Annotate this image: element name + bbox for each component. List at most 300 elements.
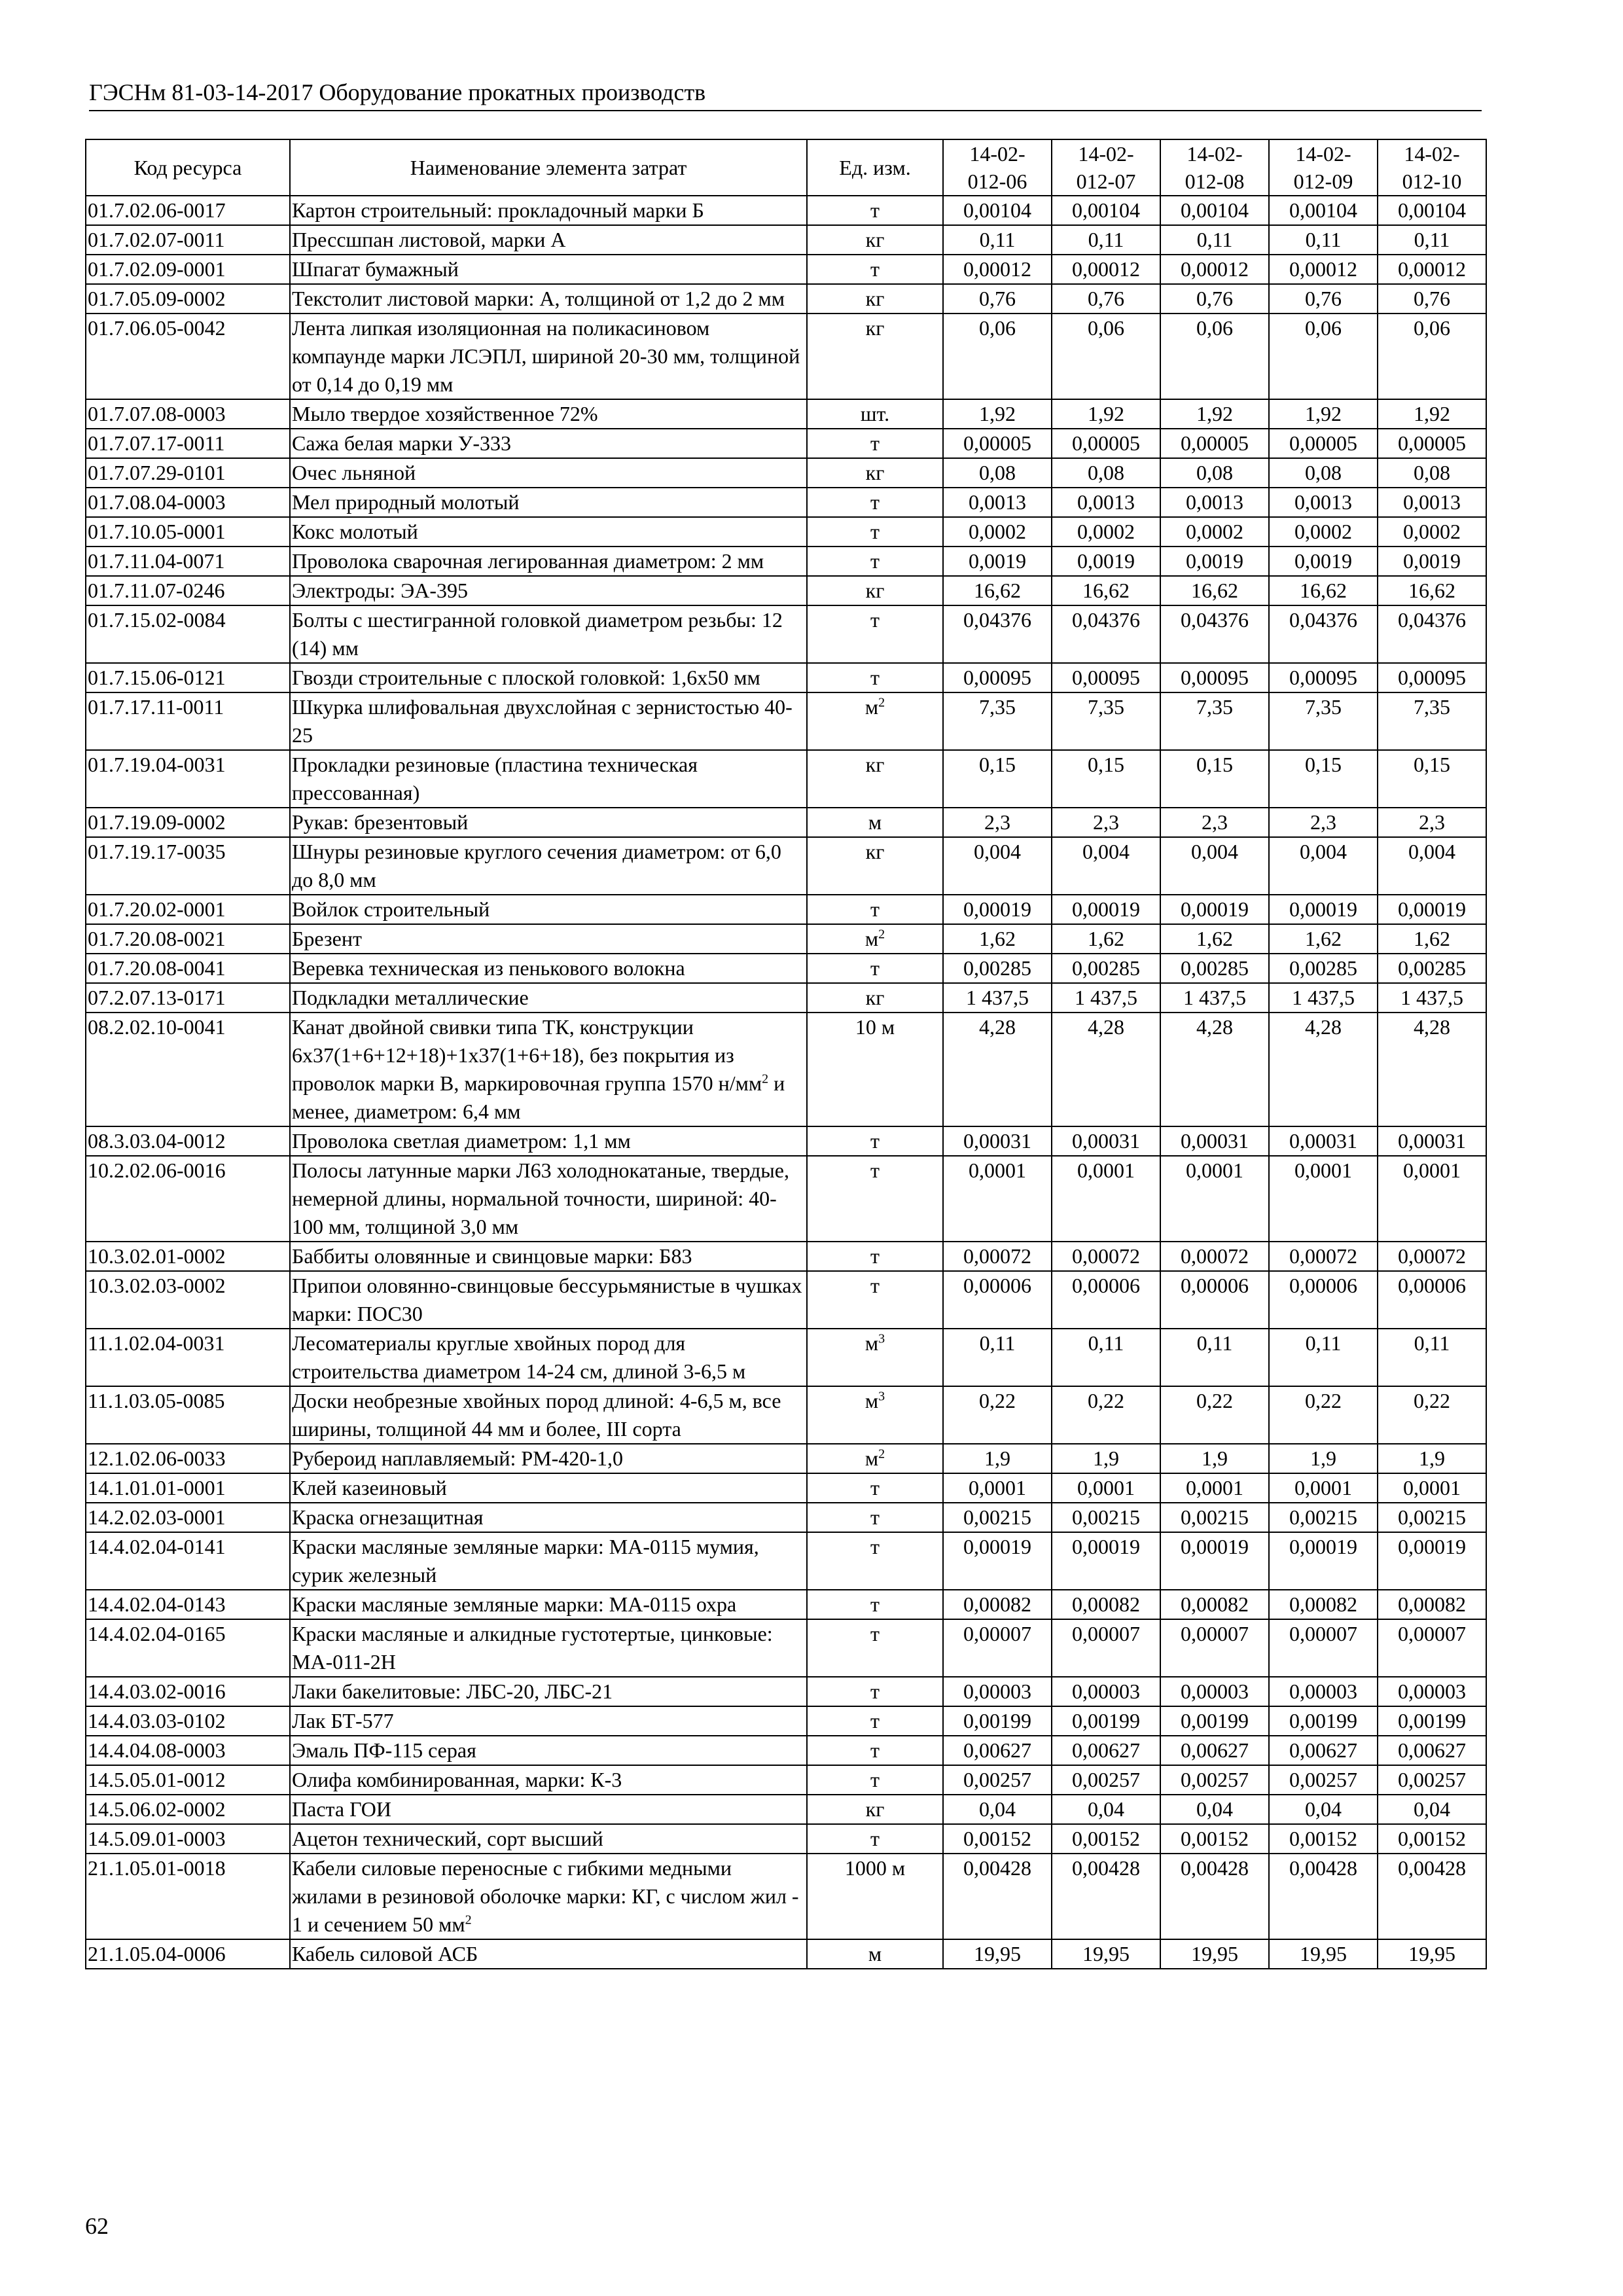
resource-name xyxy=(290,895,807,924)
norm-value: 0,00019 xyxy=(1378,1532,1486,1590)
resource-name xyxy=(290,1939,807,1969)
norm-value: 0,00285 xyxy=(1160,954,1269,983)
resource-code: 01.7.20.02-0001 xyxy=(86,895,290,924)
resource-unit xyxy=(807,547,943,576)
resource-code: 12.1.02.06-0033 xyxy=(86,1444,290,1473)
norm-value: 1,62 xyxy=(1269,924,1378,954)
norm-value: 0,15 xyxy=(1052,750,1160,808)
norm-value: 0,00152 xyxy=(943,1824,1052,1854)
norm-value: 7,35 xyxy=(943,692,1052,750)
norm-value: 0,00012 xyxy=(943,255,1052,284)
table-row xyxy=(86,692,1486,750)
resource-unit xyxy=(807,1532,943,1590)
norm-value: 0,04376 xyxy=(1160,605,1269,663)
norm-value: 0,00003 xyxy=(1052,1677,1160,1706)
resource-unit-text: т xyxy=(870,1622,880,1645)
norm-value: 0,00257 xyxy=(1052,1765,1160,1795)
resource-unit-text: кг xyxy=(865,840,885,863)
resource-code: 14.5.06.02-0002 xyxy=(86,1795,290,1824)
resource-name-text: Мыло твердое хозяйственное 72% xyxy=(292,402,598,425)
norm-value: 19,95 xyxy=(1052,1939,1160,1969)
norm-value: 0,00012 xyxy=(1378,255,1486,284)
resource-unit-text: т xyxy=(870,1827,880,1850)
resource-unit-text: кг xyxy=(865,228,885,251)
resource-code: 11.1.02.04-0031 xyxy=(86,1329,290,1386)
resource-unit xyxy=(807,692,943,750)
resource-unit xyxy=(807,1386,943,1444)
table-row xyxy=(86,1706,1486,1736)
table-row xyxy=(86,1242,1486,1271)
resource-name xyxy=(290,399,807,429)
resource-name xyxy=(290,429,807,458)
resource-unit xyxy=(807,576,943,605)
norm-value: 0,00007 xyxy=(943,1619,1052,1677)
resource-code: 01.7.06.05-0042 xyxy=(86,314,290,399)
norm-value: 0,00005 xyxy=(1378,429,1486,458)
resource-name-text: Проволока светлая диаметром: 1,1 мм xyxy=(292,1129,631,1153)
norm-value: 16,62 xyxy=(1160,576,1269,605)
resource-unit xyxy=(807,605,943,663)
resource-name xyxy=(290,1736,807,1765)
norm-value: 0,76 xyxy=(1052,284,1160,314)
norm-value: 0,0002 xyxy=(1269,517,1378,547)
norm-value: 1 437,5 xyxy=(1269,983,1378,1013)
norm-value: 0,00152 xyxy=(1378,1824,1486,1854)
resource-name-text: Кокс молотый xyxy=(292,520,418,543)
resource-unit xyxy=(807,1619,943,1677)
resource-name-text: Краски масляные земляные марки: МА-0115 мумия, сурик железный xyxy=(292,1535,759,1587)
norm-value: 0,00012 xyxy=(1052,255,1160,284)
resource-name-text: Краска огнезащитная xyxy=(292,1505,484,1529)
table-row xyxy=(86,1156,1486,1242)
norm-value: 0,00627 xyxy=(1160,1736,1269,1765)
norm-value: 2,3 xyxy=(943,808,1052,837)
resource-name-superscript: 2 xyxy=(465,1912,472,1928)
resource-code: 14.4.03.03-0102 xyxy=(86,1706,290,1736)
norm-value: 0,0013 xyxy=(1160,488,1269,517)
norm-value: 0,00006 xyxy=(1378,1271,1486,1329)
resource-name-text: Клей казеиновый xyxy=(292,1476,447,1499)
norm-value: 0,0001 xyxy=(1269,1473,1378,1503)
norm-value: 0,00019 xyxy=(1269,895,1378,924)
norm-value: 0,00257 xyxy=(1160,1765,1269,1795)
resource-code: 14.4.02.04-0165 xyxy=(86,1619,290,1677)
resource-code: 01.7.07.08-0003 xyxy=(86,399,290,429)
resource-name-text: Мел природный молотый xyxy=(292,490,520,514)
table-row xyxy=(86,429,1486,458)
norm-value: 0,06 xyxy=(943,314,1052,399)
norm-value: 0,11 xyxy=(1269,1329,1378,1386)
resource-name-text: Веревка техническая из пенькового волокна xyxy=(292,956,685,980)
resource-name xyxy=(290,1444,807,1473)
norm-value: 0,00095 xyxy=(1052,663,1160,692)
norm-value: 0,00152 xyxy=(1160,1824,1269,1854)
resource-unit xyxy=(807,225,943,255)
norm-value: 1 437,5 xyxy=(1160,983,1269,1013)
norm-value: 0,00005 xyxy=(1052,429,1160,458)
resource-code: 01.7.19.09-0002 xyxy=(86,808,290,837)
page-header xyxy=(89,77,1482,111)
resource-unit-text: т xyxy=(870,1592,880,1616)
norm-value: 0,0001 xyxy=(1269,1156,1378,1242)
resource-unit-text: кг xyxy=(865,461,885,484)
resource-name xyxy=(290,1590,807,1619)
resource-code: 07.2.07.13-0171 xyxy=(86,983,290,1013)
norm-value: 0,00006 xyxy=(1160,1271,1269,1329)
resource-unit xyxy=(807,1590,943,1619)
resource-name xyxy=(290,954,807,983)
resource-unit-text: т xyxy=(870,1505,880,1529)
resource-unit-text: т xyxy=(870,520,880,543)
norm-value: 2,3 xyxy=(1052,808,1160,837)
table-row xyxy=(86,1677,1486,1706)
resource-code: 08.2.02.10-0041 xyxy=(86,1013,290,1126)
norm-value: 0,0001 xyxy=(1160,1473,1269,1503)
resource-name xyxy=(290,255,807,284)
resource-name xyxy=(290,1473,807,1503)
norm-value: 16,62 xyxy=(1052,576,1160,605)
norm-value: 0,00019 xyxy=(943,1532,1052,1590)
norm-value: 0,00012 xyxy=(1269,255,1378,284)
norm-value: 0,0001 xyxy=(1378,1473,1486,1503)
table-row xyxy=(86,837,1486,895)
norm-value: 0,00082 xyxy=(1052,1590,1160,1619)
resource-code: 01.7.02.07-0011 xyxy=(86,225,290,255)
resource-unit xyxy=(807,1271,943,1329)
resource-name xyxy=(290,458,807,488)
table-row xyxy=(86,196,1486,225)
norm-value: 0,00019 xyxy=(943,895,1052,924)
header-col-06: 14-02- 012-06 xyxy=(943,139,1052,196)
norm-value: 0,22 xyxy=(1052,1386,1160,1444)
norm-value: 1 437,5 xyxy=(1052,983,1160,1013)
norm-value: 0,00003 xyxy=(1378,1677,1486,1706)
resource-name-text: Сажа белая марки У-333 xyxy=(292,431,512,455)
table-row xyxy=(86,1854,1486,1939)
resource-unit xyxy=(807,1795,943,1824)
page-number: 62 xyxy=(85,2213,109,2239)
resource-name xyxy=(290,837,807,895)
resource-code: 11.1.03.05-0085 xyxy=(86,1386,290,1444)
resource-unit-text: кг xyxy=(865,1797,885,1821)
resource-name-text: Кабели силовые переносные с гибкими медными жилами в резиновой оболочке марки: КГ, с числом жил - 1 и сечением 50 мм xyxy=(292,1856,799,1936)
norm-value: 1,92 xyxy=(943,399,1052,429)
norm-value: 0,0002 xyxy=(943,517,1052,547)
table-row xyxy=(86,1939,1486,1969)
resource-name-text: Очес льняной xyxy=(292,461,416,484)
resource-name xyxy=(290,1126,807,1156)
resource-name-text: Подкладки металлические xyxy=(292,986,529,1009)
resource-name-text: Электроды: ЭА-395 xyxy=(292,579,469,602)
resource-unit xyxy=(807,458,943,488)
resource-unit xyxy=(807,314,943,399)
norm-value: 0,00285 xyxy=(1269,954,1378,983)
norm-value: 0,00003 xyxy=(1269,1677,1378,1706)
norm-value: 7,35 xyxy=(1378,692,1486,750)
resource-name-text: Полосы латунные марки Л63 холоднокатаные, твердые, немерной длины, нормальной точности, шириной: 40-100 мм, толщиной 3,0 мм xyxy=(292,1158,789,1238)
resource-name-text: Баббиты оловянные и свинцовые марки: Б83 xyxy=(292,1244,692,1268)
resource-name-text: Эмаль ПФ-115 серая xyxy=(292,1738,476,1762)
norm-value: 2,3 xyxy=(1378,808,1486,837)
norm-value: 0,00104 xyxy=(1269,196,1378,225)
norm-value: 0,08 xyxy=(1160,458,1269,488)
norm-value: 0,00031 xyxy=(1269,1126,1378,1156)
norm-value: 0,00082 xyxy=(943,1590,1052,1619)
resource-unit-text: м xyxy=(868,810,882,834)
norm-value: 1,92 xyxy=(1052,399,1160,429)
resource-unit xyxy=(807,1706,943,1736)
resource-unit-text: т xyxy=(870,1679,880,1703)
resource-name xyxy=(290,1765,807,1795)
norm-value: 0,00005 xyxy=(943,429,1052,458)
resource-unit-text: т xyxy=(870,897,880,921)
norm-value: 4,28 xyxy=(1269,1013,1378,1126)
norm-value: 0,00152 xyxy=(1269,1824,1378,1854)
table-row xyxy=(86,399,1486,429)
resource-unit-text: 1000 м xyxy=(844,1856,906,1880)
norm-value: 0,00007 xyxy=(1052,1619,1160,1677)
norm-value: 0,00104 xyxy=(1052,196,1160,225)
table-row xyxy=(86,284,1486,314)
table-row xyxy=(86,1126,1486,1156)
resource-unit xyxy=(807,750,943,808)
norm-value: 0,08 xyxy=(943,458,1052,488)
resource-name-text: Лесоматериалы круглые хвойных пород для строительства диаметром 14-24 см, длиной 3-6,5 м xyxy=(292,1331,746,1383)
norm-value: 0,00257 xyxy=(1269,1765,1378,1795)
norm-value: 0,00031 xyxy=(1160,1126,1269,1156)
table-row xyxy=(86,576,1486,605)
resource-unit xyxy=(807,1854,943,1939)
norm-value: 1,62 xyxy=(1160,924,1269,954)
resource-unit-text: т xyxy=(870,257,880,281)
resource-unit-text: кг xyxy=(865,316,885,340)
norm-value: 0,00072 xyxy=(1160,1242,1269,1271)
norm-value: 0,76 xyxy=(1269,284,1378,314)
table-row xyxy=(86,983,1486,1013)
resource-table xyxy=(85,139,1487,1969)
resource-unit xyxy=(807,837,943,895)
norm-value: 1,9 xyxy=(1378,1444,1486,1473)
table-row xyxy=(86,1824,1486,1854)
norm-value: 0,0002 xyxy=(1052,517,1160,547)
norm-value: 0,00007 xyxy=(1269,1619,1378,1677)
resource-name xyxy=(290,1242,807,1271)
resource-code: 01.7.02.06-0017 xyxy=(86,196,290,225)
resource-name-text: Картон строительный: прокладочный марки Б xyxy=(292,198,704,222)
norm-value: 0,76 xyxy=(1378,284,1486,314)
resource-code: 01.7.15.06-0121 xyxy=(86,663,290,692)
norm-value: 0,00003 xyxy=(1160,1677,1269,1706)
resource-name-text: Шнуры резиновые круглого сечения диаметром: от 6,0 до 8,0 мм xyxy=(292,840,781,891)
table-row xyxy=(86,750,1486,808)
norm-value: 1,9 xyxy=(1160,1444,1269,1473)
norm-value: 0,00285 xyxy=(943,954,1052,983)
table-row xyxy=(86,954,1486,983)
resource-code: 01.7.02.09-0001 xyxy=(86,255,290,284)
norm-value: 0,00072 xyxy=(943,1242,1052,1271)
norm-value: 0,00199 xyxy=(1160,1706,1269,1736)
resource-code: 14.1.01.01-0001 xyxy=(86,1473,290,1503)
norm-value: 0,04376 xyxy=(1269,605,1378,663)
resource-code: 14.4.04.08-0003 xyxy=(86,1736,290,1765)
resource-unit xyxy=(807,488,943,517)
norm-value: 0,0013 xyxy=(1378,488,1486,517)
resource-code: 01.7.07.17-0011 xyxy=(86,429,290,458)
norm-value: 0,00428 xyxy=(1269,1854,1378,1939)
norm-value: 19,95 xyxy=(1269,1939,1378,1969)
norm-value: 2,3 xyxy=(1160,808,1269,837)
resource-name xyxy=(290,284,807,314)
table-row xyxy=(86,1271,1486,1329)
resource-name-text: Олифа комбинированная, марки: К-3 xyxy=(292,1768,622,1791)
norm-value: 0,00104 xyxy=(943,196,1052,225)
resource-unit-text: т xyxy=(870,1768,880,1791)
resource-name-text: Проволока сварочная легированная диаметром: 2 мм xyxy=(292,549,764,573)
norm-value: 0,15 xyxy=(1378,750,1486,808)
norm-value: 0,08 xyxy=(1378,458,1486,488)
norm-value: 0,0001 xyxy=(943,1156,1052,1242)
norm-value: 0,00257 xyxy=(943,1765,1052,1795)
table-row xyxy=(86,517,1486,547)
norm-value: 1 437,5 xyxy=(1378,983,1486,1013)
norm-value: 0,11 xyxy=(1052,1329,1160,1386)
resource-unit-text: т xyxy=(870,608,880,632)
norm-value: 2,3 xyxy=(1269,808,1378,837)
norm-value: 0,004 xyxy=(1052,837,1160,895)
norm-value: 0,004 xyxy=(943,837,1052,895)
resource-name-superscript: 2 xyxy=(762,1071,769,1086)
table-row xyxy=(86,895,1486,924)
resource-unit-text: т xyxy=(870,666,880,689)
resource-unit xyxy=(807,284,943,314)
norm-value: 0,00428 xyxy=(943,1854,1052,1939)
norm-value: 0,00428 xyxy=(1160,1854,1269,1939)
norm-value: 0,04 xyxy=(1378,1795,1486,1824)
table-row xyxy=(86,1736,1486,1765)
resource-unit-text: т xyxy=(870,549,880,573)
resource-name xyxy=(290,1013,807,1126)
norm-value: 0,0001 xyxy=(1160,1156,1269,1242)
norm-value: 0,00031 xyxy=(1378,1126,1486,1156)
resource-unit xyxy=(807,1677,943,1706)
norm-value: 0,0019 xyxy=(1160,547,1269,576)
resource-unit xyxy=(807,1736,943,1765)
norm-value: 0,00199 xyxy=(1269,1706,1378,1736)
resource-unit xyxy=(807,1242,943,1271)
norm-value: 0,00627 xyxy=(1052,1736,1160,1765)
norm-value: 0,15 xyxy=(1160,750,1269,808)
resource-unit xyxy=(807,983,943,1013)
resource-unit xyxy=(807,1503,943,1532)
norm-value: 0,00215 xyxy=(1052,1503,1160,1532)
resource-unit-text: т xyxy=(870,1476,880,1499)
resource-unit xyxy=(807,924,943,954)
resource-unit xyxy=(807,895,943,924)
resource-name-text: Паста ГОИ xyxy=(292,1797,392,1821)
resource-unit-text: кг xyxy=(865,579,885,602)
resource-name-text: Войлок строительный xyxy=(292,897,490,921)
document-title: ГЭСНм 81-03-14-2017 Оборудование прокатных производств xyxy=(89,79,706,105)
resource-name xyxy=(290,1532,807,1590)
norm-value: 0,08 xyxy=(1269,458,1378,488)
norm-value: 0,00019 xyxy=(1052,1532,1160,1590)
norm-value: 0,22 xyxy=(943,1386,1052,1444)
norm-value: 1,62 xyxy=(1378,924,1486,954)
resource-name-text: Лаки бакелитовые: ЛБС-20, ЛБС-21 xyxy=(292,1679,613,1703)
norm-value: 0,0001 xyxy=(1378,1156,1486,1242)
table-row xyxy=(86,808,1486,837)
table-row xyxy=(86,255,1486,284)
resource-name-text: Прокладки резиновые (пластина техническая прессованная) xyxy=(292,753,698,804)
norm-value: 0,08 xyxy=(1052,458,1160,488)
resource-name-text: Лента липкая изоляционная на поликасиновом компаунде марки ЛСЭПЛ, шириной 20-30 мм, толщиной от 0,14 до 0,19 мм xyxy=(292,316,800,396)
norm-value: 0,11 xyxy=(943,225,1052,255)
resource-unit-text: т xyxy=(870,1274,880,1297)
resource-name xyxy=(290,1706,807,1736)
resource-name-text: Канат двойной свивки типа ТК, конструкции 6х37(1+6+12+18)+1х37(1+6+18), без покрытия из проволок марки В, маркировочная группа 1570 н/мм xyxy=(292,1015,762,1095)
header-name: Наименование элемента затрат xyxy=(290,139,807,196)
resource-unit-text: т xyxy=(870,1244,880,1268)
resource-name-text: Рубероид наплавляемый: РМ-420-1,0 xyxy=(292,1446,623,1470)
norm-value: 0,00428 xyxy=(1052,1854,1160,1939)
resource-name xyxy=(290,1386,807,1444)
norm-value: 0,04 xyxy=(1052,1795,1160,1824)
norm-value: 0,15 xyxy=(943,750,1052,808)
resource-name xyxy=(290,605,807,663)
norm-value: 0,0013 xyxy=(1269,488,1378,517)
norm-value: 0,76 xyxy=(1160,284,1269,314)
norm-value: 0,00215 xyxy=(1378,1503,1486,1532)
norm-value: 0,00215 xyxy=(1160,1503,1269,1532)
resource-code: 14.5.09.01-0003 xyxy=(86,1824,290,1854)
resource-unit-text: м xyxy=(865,1389,879,1412)
norm-value: 0,04376 xyxy=(943,605,1052,663)
norm-value: 0,00031 xyxy=(943,1126,1052,1156)
resource-unit-superscript: 2 xyxy=(878,695,885,710)
table-row xyxy=(86,1013,1486,1126)
resource-code: 14.5.05.01-0012 xyxy=(86,1765,290,1795)
resource-name xyxy=(290,1156,807,1242)
norm-value: 0,00215 xyxy=(1269,1503,1378,1532)
norm-value: 0,00072 xyxy=(1269,1242,1378,1271)
resource-name xyxy=(290,196,807,225)
norm-value: 0,0013 xyxy=(943,488,1052,517)
resource-code: 01.7.08.04-0003 xyxy=(86,488,290,517)
resource-name-text: Брезент xyxy=(292,927,362,950)
resource-code: 14.4.02.04-0143 xyxy=(86,1590,290,1619)
resource-unit-superscript: 3 xyxy=(878,1331,885,1346)
norm-value: 0,00095 xyxy=(943,663,1052,692)
norm-value: 0,0019 xyxy=(1269,547,1378,576)
norm-value: 0,00006 xyxy=(1052,1271,1160,1329)
norm-value: 0,00019 xyxy=(1052,895,1160,924)
table-row xyxy=(86,924,1486,954)
table-row xyxy=(86,605,1486,663)
norm-value: 0,00082 xyxy=(1269,1590,1378,1619)
resource-name xyxy=(290,1795,807,1824)
resource-code: 14.4.03.02-0016 xyxy=(86,1677,290,1706)
table-row xyxy=(86,1765,1486,1795)
norm-value: 0,00199 xyxy=(943,1706,1052,1736)
resource-name xyxy=(290,808,807,837)
norm-value: 16,62 xyxy=(1269,576,1378,605)
norm-value: 0,06 xyxy=(1160,314,1269,399)
norm-value: 0,00007 xyxy=(1378,1619,1486,1677)
header-unit: Ед. изм. xyxy=(807,139,943,196)
resource-name-text: Гвозди строительные с плоской головкой: 1,6x50 мм xyxy=(292,666,760,689)
norm-value: 0,00152 xyxy=(1052,1824,1160,1854)
norm-value: 0,00285 xyxy=(1378,954,1486,983)
